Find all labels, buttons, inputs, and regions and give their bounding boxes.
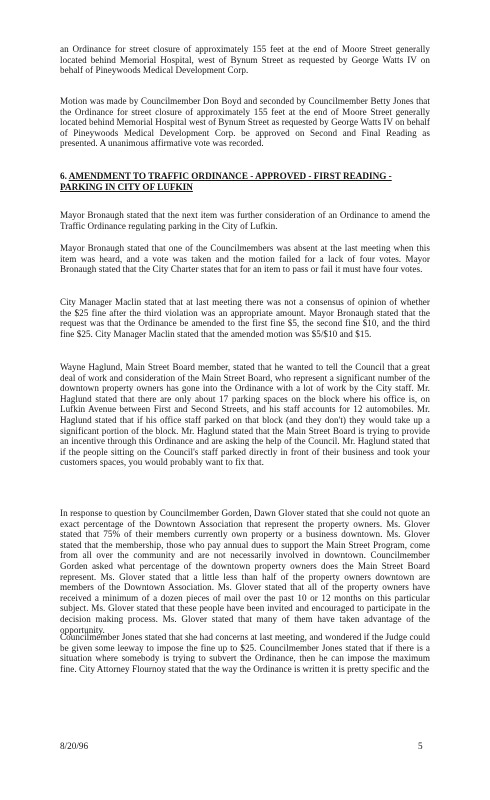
paragraph-mayor-next-item: Mayor Bronaugh stated that the next item was further consideration of an Ordinance to amend the Traffic Ordinance regulating parking in the City of Lufkin. [60,210,430,231]
paragraph-haglund-statement: Wayne Haglund, Main Street Board member, stated that he wanted to tell the Council that a great deal of work and consideration of the Main Street Board, who represent a significant number of the downtown property owners has gone into the Ordinance with a lot of work by the City staff. Mr. Haglund stated that there are only about 17 parking spaces on the block where his office is, on Lufkin Avenue between First and Second Streets, and his staff accounts for 12 automobiles. Mr. Haglund stated that if his office staff parked on that block (and they don't) they would take up a significant portion of the block. Mr. Haglund stated that the Main Street Board is trying to provide an incentive through this Ordinance and are asking the help of the Council. Mr. Haglund stated that if the people sitting on the Council's staff parked directly in front of their business and took your customers spaces, you would probably want to fix that. [60,362,430,468]
section-title: AMENDMENT TO TRAFFIC ORDINANCE - APPROVED - FIRST READING - PARKING IN CITY OF LUFKIN [60,171,392,192]
paragraph-motion-street-closure: Motion was made by Councilmember Don Boyd and seconded by Councilmember Betty Jones that the Ordinance for street closure of approximately 155 feet at the end of Moore Street generally located behind Memorial Hospital west of Bynum Street as requested by George Watts IV on behalf of Pineywoods Medical Development Corp. be approved on Second and Final Reading as presented. A unanimous affirmative vote was recorded. [60,96,430,149]
page-number: 5 [418,741,423,751]
section-number: 6. [60,171,67,181]
paragraph-street-closure-intro: an Ordinance for street closure of approximately 155 feet at the end of Moore Street generally located behind Memorial Hospital, west of Bynum Street as requested by George Watts IV on behalf of Pineywoods Medical Development Corp. [60,44,430,76]
paragraph-glover-response: In response to question by Councilmember Gorden, Dawn Glover stated that she could not quote an exact percentage of the Downtown Association that represent the property owners. Ms. Glover stated that 75% of their members currently own property or a business downtown. Ms. Glover stated that the membership, those who pay annual dues to support the Main Street Program, come from all over the community and are not necessarily involved in downtown. Councilmember Gorden asked what percentage of the downtown property owners does the Main Street Board represent. Ms. Glover stated that a little less than half of the property owners downtown are members of the Downtown Association. Ms. Glover stated that all of the property owners have received a minimum of a dozen pieces of mail over the past 10 or 12 months on this particular subject. Ms. Glover stated that these people have been invited and encouraged to participate in the decision making process. Ms. Glover stated that many of them have taken advantage of the opportunity. [60,508,430,635]
paragraph-jones-concerns: Councilmember Jones stated that she had concerns at last meeting, and wondered if the Judge could be given some leeway to impose the fine up to $25. Councilmember Jones stated that if there is a situation where somebody is trying to subvert the Ordinance, then he can impose the maximum fine. City Attorney Flournoy stated that the way the Ordinance is written it is pretty specific and the [60,632,430,674]
section-heading [60,171,430,193]
paragraph-city-manager-fines: City Manager Maclin stated that at last meeting there was not a consensus of opinion of whether the $25 fine after the third violation was an appropriate amount. Mayor Bronaugh stated that the request was that the Ordinance be amended to the first fine $5, the second fine $10, and the third fine $25. City Manager Maclin stated that the amended motion was $5/$10 and $15. [60,297,430,339]
paragraph-mayor-absent-member: Mayor Bronaugh stated that one of the Councilmembers was absent at the last meeting when this item was heard, and a vote was taken and the motion failed for a lack of four votes. Mayor Bronaugh stated that the City Charter states that for an item to pass or fail it must have four votes. [60,243,430,275]
footer-date: 8/20/96 [60,741,89,751]
